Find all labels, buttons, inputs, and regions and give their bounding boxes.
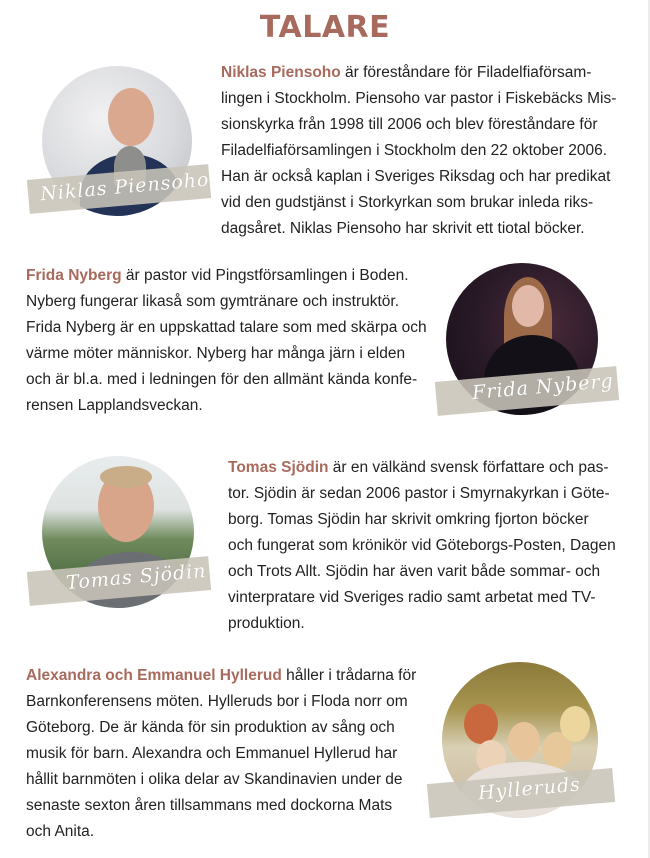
speaker-name: Alexandra och Emmanuel Hyllerud (26, 667, 282, 684)
bio-niklas-piensoho (221, 60, 616, 242)
bio-line: vid den gudstjänst i Storkyrkan som brukar inleda riks- (221, 194, 594, 211)
bio-line: och fungerat som krönikör vid Göteborgs-Posten, Dagen (228, 537, 616, 554)
bio-line: hållit barnmöten i olika delar av Skandinavien under de (26, 771, 403, 788)
portrait-frida-nyberg (432, 258, 632, 428)
bio-line: Han är också kaplan i Sveriges Riksdag och har predikat (221, 168, 611, 185)
bio-line: Göteborg. De är kända för sin produktion av sång och (26, 719, 395, 736)
bio-line: lingen i Stockholm. Piensoho var pastor i Fiskebäcks Mis- (221, 90, 617, 107)
bio-line: värme möter människor. Nyberg har många järn i elden (26, 345, 406, 362)
bio-hylleruds (26, 663, 416, 845)
bio-line: musik för barn. Alexandra och Emmanuel Hyllerud har (26, 745, 398, 762)
photo-figure-head (108, 88, 154, 146)
signature-label: Tomas Sjödin (65, 559, 208, 595)
bio-line: Frida Nyberg är en uppskattad talare som med skärpa och (26, 319, 427, 336)
signature-label: Frida Nyberg (471, 369, 615, 405)
bio-line: dagsåret. Niklas Piensoho har skrivit ett tiotal böcker. (221, 220, 585, 237)
signature-label: Hylleruds (477, 773, 582, 805)
bio-line: rensen Lapplandsveckan. (26, 397, 203, 414)
bio-line: sionskyrka från 1998 till 2006 och blev föreståndare för (221, 116, 598, 133)
bio-frida-nyberg (26, 263, 427, 419)
bio-line: och Trots Allt. Sjödin har även varit både sommar- och (228, 563, 601, 580)
photo-figure-hair (100, 466, 152, 488)
bio-line: Niklas Piensoho är föreståndare för Filadelfiaförsam- (221, 64, 592, 81)
signature-label: Niklas Piensoho (39, 168, 211, 206)
speaker-name: Frida Nyberg (26, 267, 122, 284)
bio-line: och är bl.a. med i ledningen för den allmänt kända konfe- (26, 371, 418, 388)
photo-figure-child-1 (464, 704, 498, 744)
photo-figure-father (508, 722, 540, 760)
photo-figure-child-3 (560, 706, 590, 742)
page-title: TALARE (259, 10, 391, 45)
bio-line: Frida Nyberg är pastor vid Pingstförsamlingen i Boden. (26, 267, 409, 284)
bio-line: tor. Sjödin är sedan 2006 pastor i Smyrnakyrkan i Göte- (228, 485, 610, 502)
photo-figure-head (512, 285, 544, 327)
portrait-niklas-piensoho (22, 62, 222, 232)
bio-tomas-sjodin (228, 455, 616, 637)
portrait-hylleruds (424, 658, 624, 828)
speaker-name: Niklas Piensoho (221, 64, 341, 81)
bio-line: vinterpratare vid Sveriges radio samt arbetat med TV- (228, 589, 596, 606)
bio-line: Alexandra och Emmanuel Hyllerud håller i trådarna för (26, 667, 417, 684)
bio-line: Barnkonferensens möten. Hylleruds bor i Floda norr om (26, 693, 408, 710)
bio-line: Filadelfiaförsamlingen i Stockholm den 22 oktober 2006. (221, 142, 608, 159)
portrait-tomas-sjodin (22, 450, 222, 620)
bio-line: senaste sexton åren tillsammans med dockorna Mats (26, 797, 393, 814)
bio-line: Nyberg fungerar likaså som gymtränare och instruktör. (26, 293, 400, 310)
bio-line: Tomas Sjödin är en välkänd svensk författare och pas- (228, 459, 609, 476)
bio-line: och Anita. (26, 823, 95, 840)
bio-line: produktion. (228, 615, 305, 632)
bio-line: borg. Tomas Sjödin har skrivit omkring fjorton böcker (228, 511, 589, 528)
speaker-name: Tomas Sjödin (228, 459, 329, 476)
